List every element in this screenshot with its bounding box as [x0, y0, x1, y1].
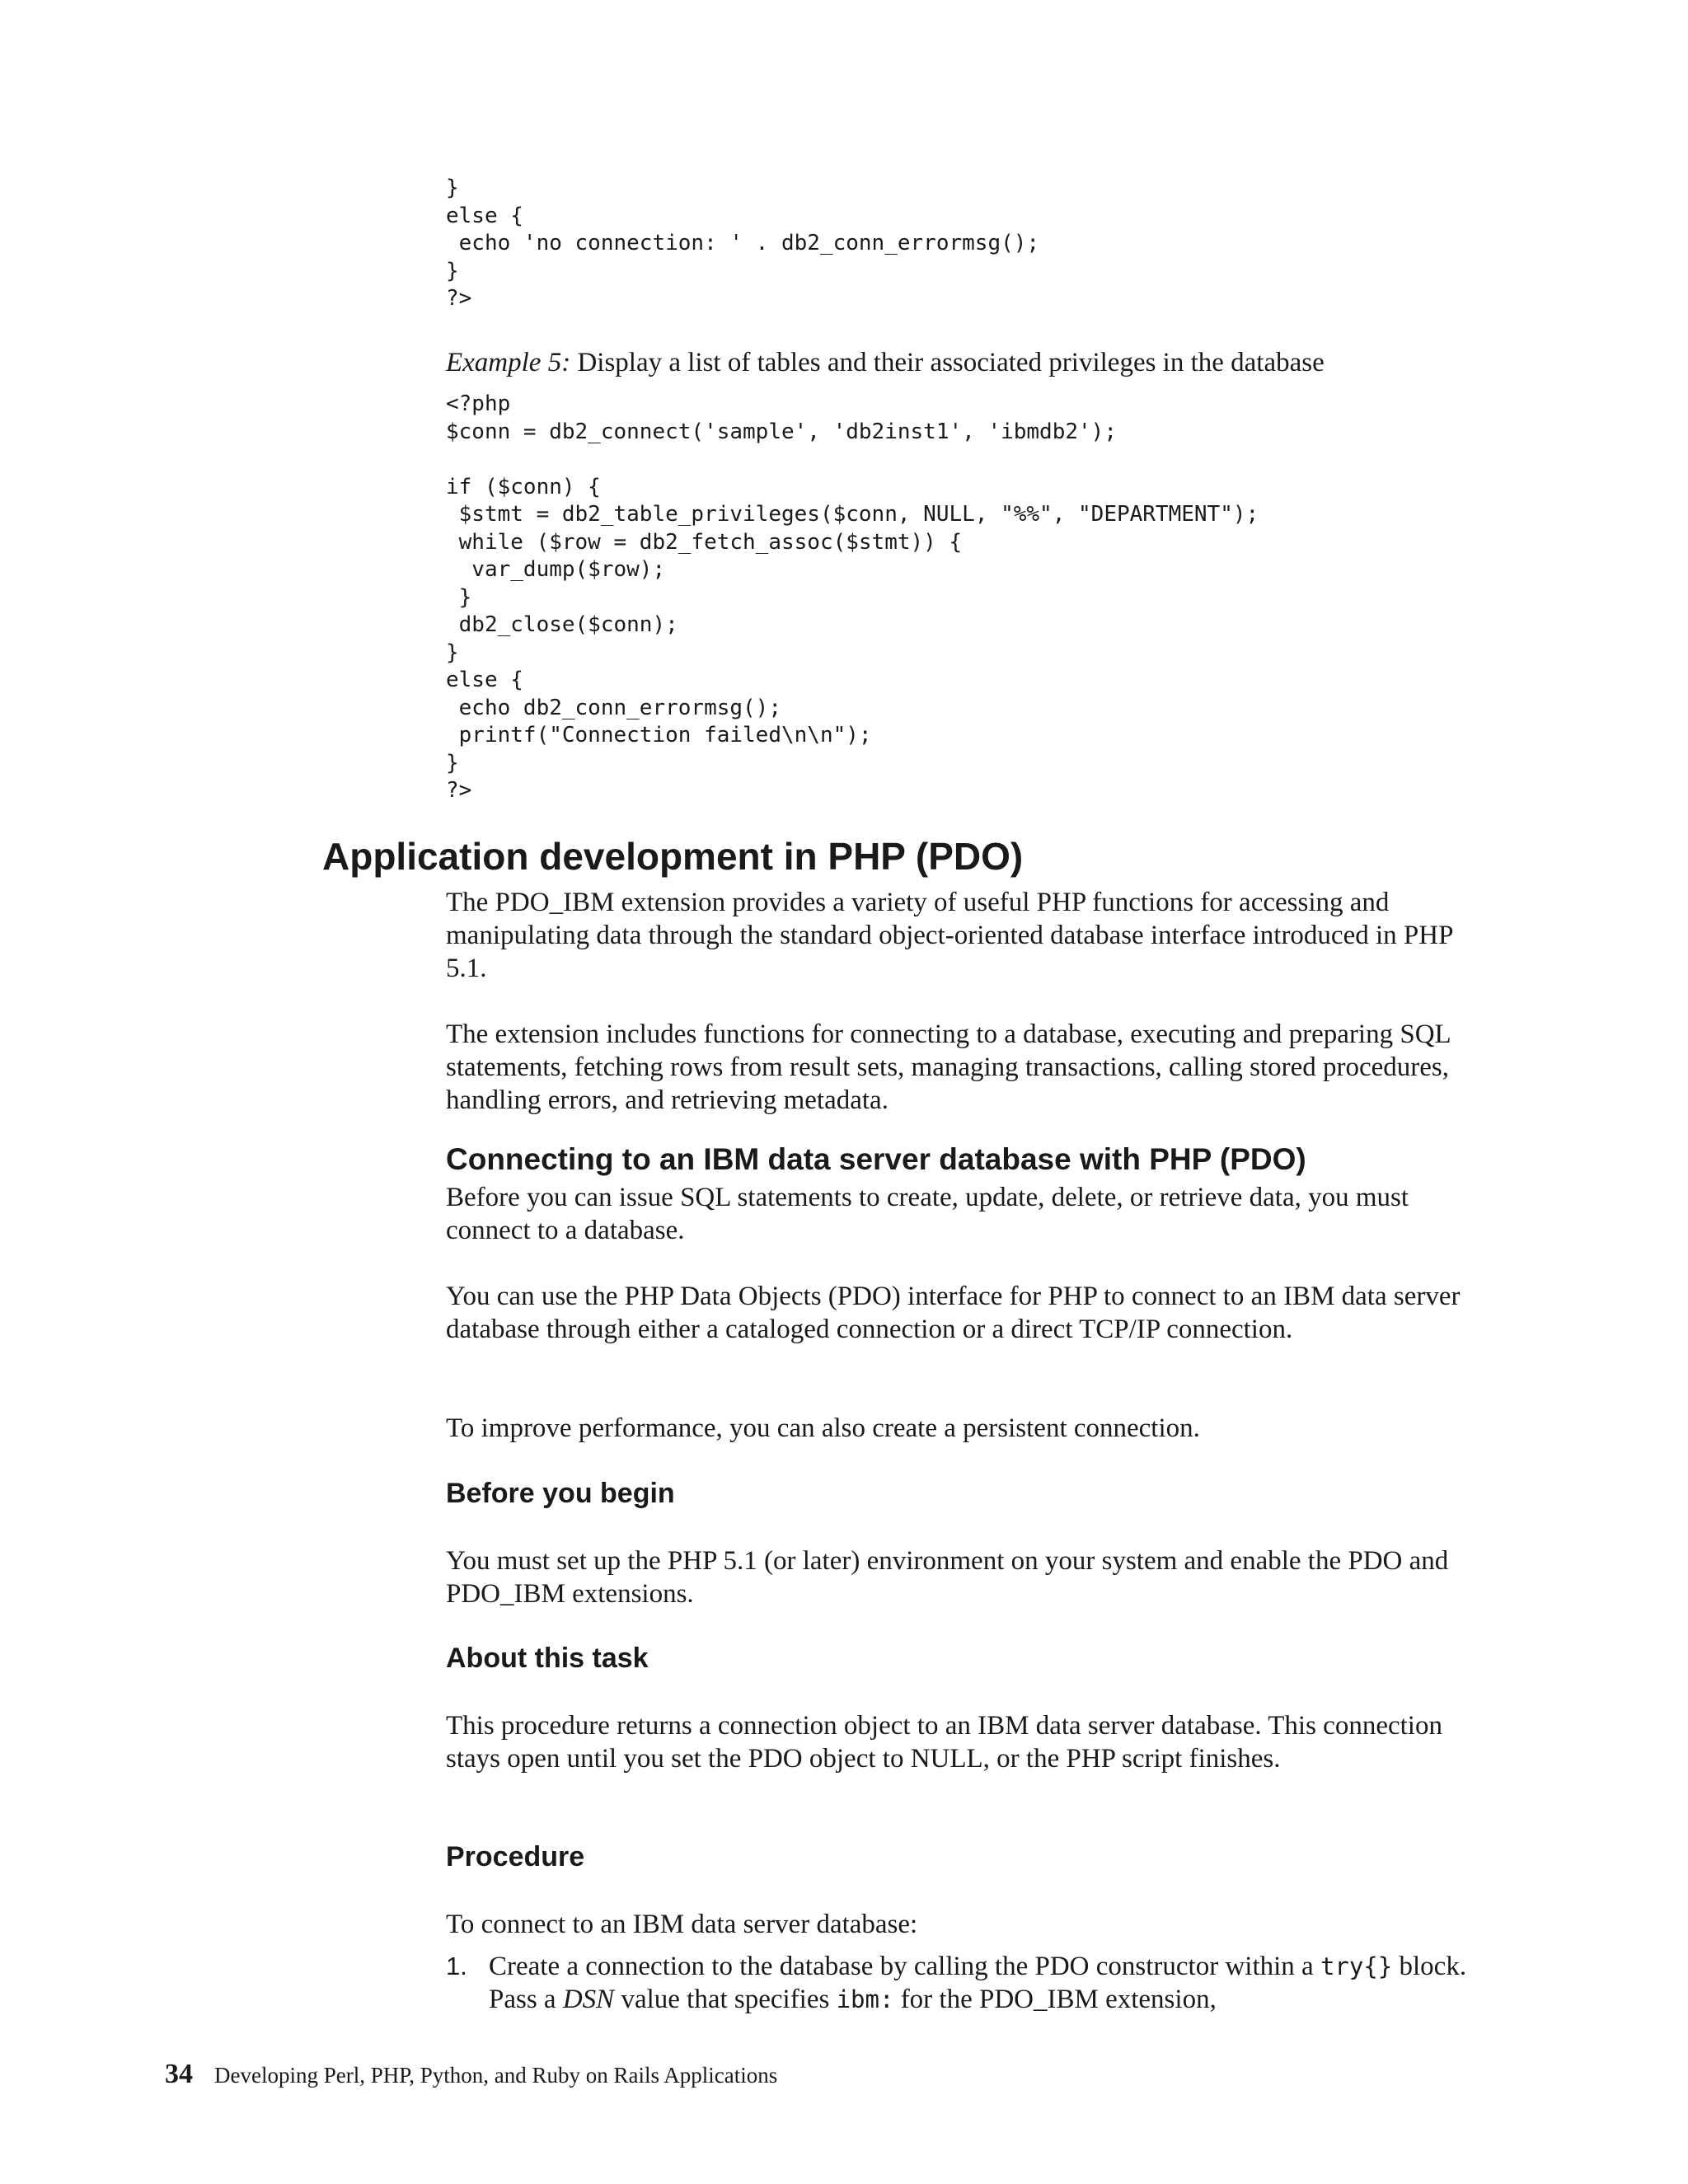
section-paragraph-1: The PDO_IBM extension provides a variety of useful PHP functions for accessing and manipulating data through the standard object-oriented database interface introduced in PHP 5.1. — [446, 888, 1453, 983]
step-text: Create a connection to the database by calling the PDO constructor within a try{} block. Pass a DSN value that specifies ibm: for the PDO_IBM extension, — [489, 1952, 1467, 2014]
example-5-caption — [446, 346, 1493, 379]
about-this-task-heading: About this task — [446, 1643, 649, 1674]
before-you-begin-heading: Before you begin — [446, 1478, 675, 1509]
subsection-paragraph-1: Before you can issue SQL statements to create, update, delete, or retrieve data, you must connect to a database. — [446, 1183, 1409, 1245]
procedure-intro: To connect to an IBM data server database: — [446, 1910, 918, 1939]
procedure-heading: Procedure — [446, 1841, 585, 1872]
about-this-task-text: This procedure returns a connection object to an IBM data server database. This connection stays open until you set the PDO object to NULL, or the PHP script finishes. — [446, 1711, 1442, 1774]
section-paragraph-2: The extension includes functions for connecting to a database, executing and preparing SQL statements, fetching rows from result sets, managing transactions, calling stored procedures, handling errors, and retrieving metadata. — [446, 1019, 1451, 1115]
dsn-term: DSN — [562, 1985, 615, 2014]
subsection-paragraph-3: To improve performance, you can also create a persistent connection. — [446, 1413, 1200, 1443]
step-number: 1. — [446, 1952, 467, 1980]
code-block-example-5: <?php $conn = db2_connect('sample', 'db2inst1', 'ibmdb2'); if ($conn) { $stmt = db2_table_privileges($conn, NULL, "%%", "DEPARTMENT"); while ($row = db2_fetch_assoc($stmt)) { var_dump($row); } db2_close($conn); } else { echo db2_conn_errormsg(); printf("Connection failed\n\n"); } ?> — [446, 391, 1259, 803]
page-footer — [165, 2059, 777, 2090]
example-description: Display a list of tables and their associated privileges in the database — [570, 348, 1325, 377]
code-block-connection-else: } else { echo 'no connection: ' . db2_conn_errormsg(); } ?> — [446, 176, 1040, 311]
subsection-paragraph-2: You can use the PHP Data Objects (PDO) interface for PHP to connect to an IBM data server database through either a cataloged connection or a direct TCP/IP connection. — [446, 1282, 1461, 1344]
example-label: Example 5: — [446, 348, 571, 377]
procedure-step-1 — [446, 1950, 1493, 2016]
book-title: Developing Perl, PHP, Python, and Ruby on Rails Applications — [214, 2063, 778, 2088]
section-title: Application development in PHP (PDO) — [322, 835, 1024, 878]
before-you-begin-text: You must set up the PHP 5.1 (or later) environment on your system and enable the PDO and PDO_IBM extensions. — [446, 1546, 1449, 1609]
subsection-title: Connecting to an IBM data server database with PHP (PDO) — [446, 1142, 1306, 1176]
page-number: 34 — [165, 2059, 193, 2089]
inline-code-ibm: ibm: — [836, 1985, 894, 2013]
inline-code-try: try{} — [1320, 1952, 1393, 1980]
